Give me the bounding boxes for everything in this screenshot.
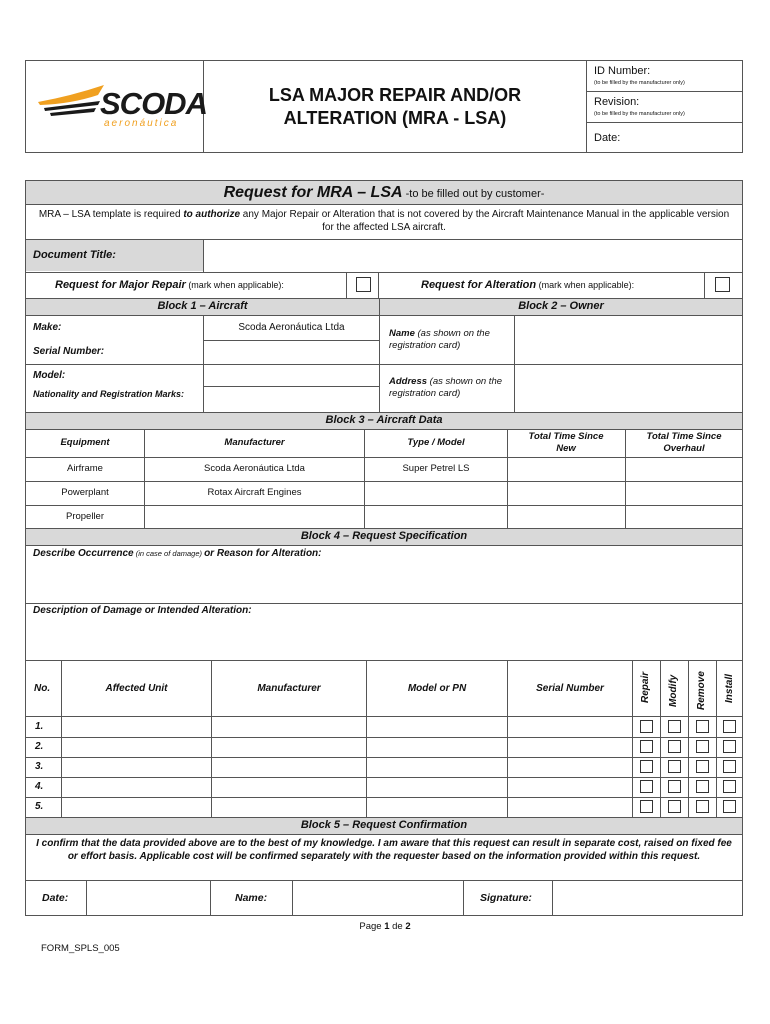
b3-row2-manufacturer: Rotax Aircraft Engines	[207, 487, 302, 498]
confirm-name-label: Name:	[235, 892, 268, 904]
serial-number-field[interactable]	[204, 341, 379, 364]
page-number: Page 1 de 2	[359, 921, 411, 932]
confirm-signature-field[interactable]	[553, 881, 742, 915]
damage-description-label: Description of Damage or Intended Alteration:	[33, 605, 252, 616]
b4-header-install: Install	[724, 674, 735, 703]
b4-row-4-repair-checkbox[interactable]	[640, 780, 653, 793]
b4-header-remove: Remove	[696, 671, 707, 710]
confirm-name-field[interactable]	[293, 881, 463, 915]
b3-header-tsn: Total Time Since New	[528, 431, 604, 454]
alteration-checkbox[interactable]	[715, 277, 730, 292]
b4-row-3-repair-checkbox[interactable]	[640, 760, 653, 773]
alteration-label: Request for Alteration (mark when applicable):	[421, 279, 635, 291]
b4-row-4-remove-checkbox[interactable]	[696, 780, 709, 793]
model-label: Model:	[33, 370, 66, 381]
logo-wing-icon	[36, 82, 106, 122]
owner-name-field[interactable]	[515, 316, 742, 364]
logo-subtext: aeronáutica	[104, 118, 179, 129]
confirmation-text: I confirm that the data provided above are to the best of my knowledge. I am aware that this request can result in separate cost, raised on fixed fee or effort basis. Applicable cost will be confirmed separately with the requester based on the information provided within this request.	[36, 838, 732, 862]
scoda-logo	[36, 82, 207, 132]
id-number-note: (to be filled by the manufacturer only)	[594, 80, 685, 86]
document-title-field[interactable]	[204, 240, 742, 271]
b4-row-2-install-checkbox[interactable]	[723, 740, 736, 753]
owner-name-label: Name (as shown on the registration card)	[389, 328, 490, 351]
date-label-header: Date:	[594, 132, 621, 144]
id-number-label: ID Number:	[594, 65, 651, 77]
request-intro: MRA – LSA template is required to authorize any Major Repair or Alteration that is not covered by the Aircraft Maintenance Manual in the applicable version for the affected LSA aircraft.	[38, 209, 730, 233]
b4-row-2-remove-checkbox[interactable]	[696, 740, 709, 753]
b4-row-1-remove-checkbox[interactable]	[696, 720, 709, 733]
revision-label: Revision:	[594, 96, 640, 108]
b4-row-4-install-checkbox[interactable]	[723, 780, 736, 793]
b4-header-affected-unit: Affected Unit	[105, 683, 168, 694]
damage-description-field[interactable]	[26, 618, 742, 660]
nationality-label: Nationality and Registration Marks:	[33, 389, 185, 399]
request-title-suffix: -to be filled out by customer-	[402, 188, 545, 200]
make-label: Make:	[33, 322, 62, 333]
block4-title: Block 4 – Request Specification	[300, 530, 468, 542]
b4-row-3-remove-checkbox[interactable]	[696, 760, 709, 773]
b4-row-1-repair-checkbox[interactable]	[640, 720, 653, 733]
b4-row-2-modify-checkbox[interactable]	[668, 740, 681, 753]
b4-row-number: 2.	[35, 741, 44, 752]
nationality-field[interactable]	[204, 387, 379, 412]
b4-row-1-install-checkbox[interactable]	[723, 720, 736, 733]
b3-row1-equipment: Airframe	[67, 463, 103, 474]
b4-row-5-install-checkbox[interactable]	[723, 800, 736, 813]
confirm-date-label: Date:	[42, 892, 69, 904]
block2-title: Block 2 – Owner	[518, 300, 604, 312]
b4-row-3-modify-checkbox[interactable]	[668, 760, 681, 773]
block3-title: Block 3 – Aircraft Data	[325, 414, 443, 426]
model-field[interactable]	[204, 365, 379, 386]
request-title: Request for MRA – LSA	[223, 184, 403, 201]
b4-row-number: 3.	[35, 761, 44, 772]
b4-header-modify: Modify	[668, 674, 679, 707]
block5-title: Block 5 – Request Confirmation	[300, 819, 468, 831]
revision-note: (to be filled by the manufacturer only)	[594, 111, 685, 117]
b3-header-type-model: Type / Model	[407, 437, 465, 448]
b3-row2-equipment: Powerplant	[61, 487, 109, 498]
make-value: Scoda Aeronáutica Ltda	[238, 322, 345, 333]
b4-row-2-repair-checkbox[interactable]	[640, 740, 653, 753]
block1-title: Block 1 – Aircraft	[157, 300, 248, 312]
confirm-signature-label: Signature:	[480, 892, 532, 904]
form-title-line2: ALTERATION (MRA - LSA)	[283, 108, 507, 128]
b4-row-5-remove-checkbox[interactable]	[696, 800, 709, 813]
b3-row1-type: Super Petrel LS	[402, 463, 470, 474]
document-title-label: Document Title:	[33, 249, 116, 261]
b4-row-number: 1.	[35, 721, 44, 732]
major-repair-checkbox[interactable]	[356, 277, 371, 292]
form-code: FORM_SPLS_005	[41, 943, 120, 954]
logo-text: SCODA	[100, 86, 207, 121]
b3-header-manufacturer: Manufacturer	[224, 437, 285, 448]
b3-header-tso: Total Time Since Overhaul	[646, 431, 722, 454]
b4-header-repair: Repair	[640, 671, 651, 703]
b4-row-number: 4.	[35, 781, 44, 792]
occurrence-label: Describe Occurrence (in case of damage) or Reason for Alteration:	[33, 548, 322, 559]
b4-header-serial-number: Serial Number	[536, 683, 604, 694]
b3-header-equipment: Equipment	[60, 437, 110, 448]
b4-row-4-modify-checkbox[interactable]	[668, 780, 681, 793]
b4-row-5-repair-checkbox[interactable]	[640, 800, 653, 813]
b4-header-model-pn: Model or PN	[407, 683, 467, 694]
owner-address-label: Address (as shown on the registration card)	[389, 376, 503, 399]
b3-row1-manufacturer: Scoda Aeronáutica Ltda	[204, 463, 305, 474]
occurrence-field[interactable]	[26, 560, 742, 602]
owner-address-field[interactable]	[515, 365, 742, 412]
confirm-date-field[interactable]	[87, 881, 210, 915]
serial-number-label: Serial Number:	[33, 346, 105, 357]
b4-header-manufacturer: Manufacturer	[257, 683, 321, 694]
b4-row-number: 5.	[35, 801, 44, 812]
b4-row-1-modify-checkbox[interactable]	[668, 720, 681, 733]
b3-row3-equipment: Propeller	[65, 511, 105, 522]
b4-header-no: No.	[34, 683, 51, 694]
major-repair-label: Request for Major Repair (mark when applicable):	[55, 279, 284, 291]
b4-row-5-modify-checkbox[interactable]	[668, 800, 681, 813]
b4-row-3-install-checkbox[interactable]	[723, 760, 736, 773]
form-title-line1: LSA MAJOR REPAIR AND/OR	[268, 85, 522, 105]
